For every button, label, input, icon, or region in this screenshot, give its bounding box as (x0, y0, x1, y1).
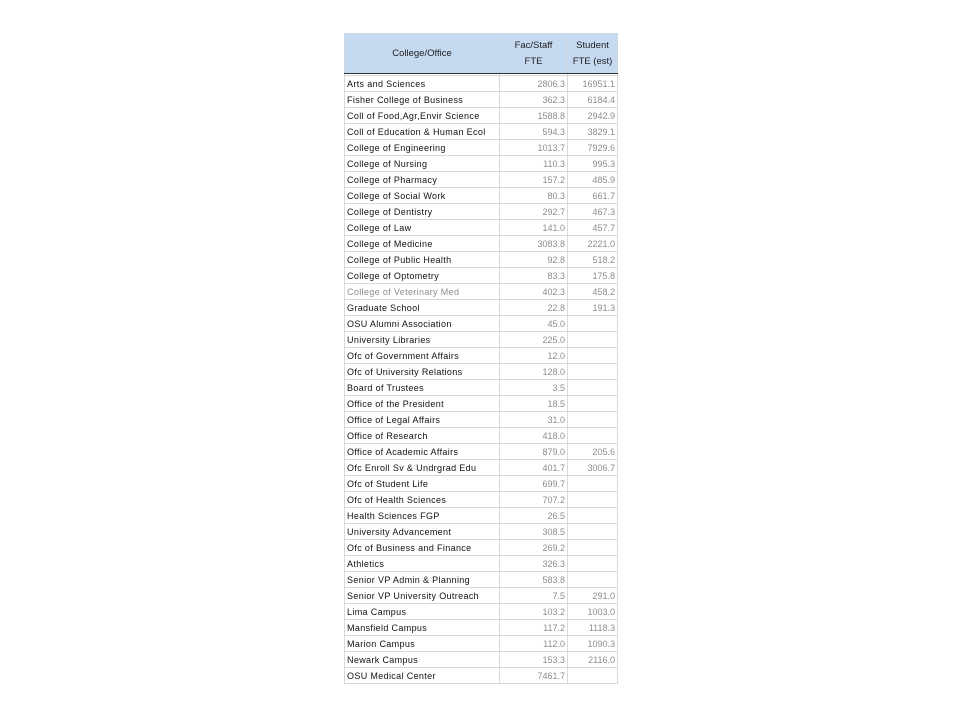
student-fte-cell (568, 348, 618, 364)
fac-staff-fte-cell: 269.2 (500, 540, 568, 556)
table-row (345, 604, 618, 620)
student-fte-cell: 2942.9 (568, 108, 618, 124)
student-fte-cell (568, 412, 618, 428)
fac-staff-fte-cell: 31.0 (500, 412, 568, 428)
fac-staff-fte-cell: 83.3 (500, 268, 568, 284)
college-office-cell: Office of Research (345, 428, 500, 444)
student-fte-cell: 467.3 (568, 204, 618, 220)
college-office-cell: Ofc of University Relations (345, 364, 500, 380)
table-row (345, 140, 618, 156)
student-fte-cell: 205.6 (568, 444, 618, 460)
table-row (345, 156, 618, 172)
college-office-cell: Senior VP University Outreach (345, 588, 500, 604)
college-office-cell: Arts and Sciences (345, 76, 500, 92)
table-row (345, 76, 618, 92)
college-office-cell: College of Veterinary Med (345, 284, 500, 300)
student-fte-cell (568, 524, 618, 540)
table-row (345, 364, 618, 380)
student-fte-cell: 1003.0 (568, 604, 618, 620)
student-fte-cell: 1090.3 (568, 636, 618, 652)
table-row (345, 252, 618, 268)
table-row (345, 268, 618, 284)
college-office-cell: Marion Campus (345, 636, 500, 652)
student-fte-cell: 485.9 (568, 172, 618, 188)
table-row (345, 444, 618, 460)
table-row (345, 412, 618, 428)
student-fte-cell (568, 668, 618, 684)
table-row (345, 476, 618, 492)
college-office-cell: Senior VP Admin & Planning (345, 572, 500, 588)
college-office-cell: Graduate School (345, 300, 500, 316)
student-fte-cell: 7929.6 (568, 140, 618, 156)
fac-staff-fte-cell: 18.5 (500, 396, 568, 412)
student-fte-cell (568, 476, 618, 492)
student-fte-cell: 457.7 (568, 220, 618, 236)
table-row (345, 588, 618, 604)
fac-staff-fte-cell: 7461.7 (500, 668, 568, 684)
table-row (345, 332, 618, 348)
college-office-cell: Ofc of Student Life (345, 476, 500, 492)
college-office-cell: College of Dentistry (345, 204, 500, 220)
college-office-cell: Lima Campus (345, 604, 500, 620)
fac-staff-fte-cell: 103.2 (500, 604, 568, 620)
fac-staff-fte-cell: 22.8 (500, 300, 568, 316)
fac-staff-fte-cell: 80.3 (500, 188, 568, 204)
table-row (345, 460, 618, 476)
table-row (345, 668, 618, 684)
fac-staff-fte-cell: 1013.7 (500, 140, 568, 156)
college-office-cell: College of Public Health (345, 252, 500, 268)
college-office-cell: College of Social Work (345, 188, 500, 204)
table-row (345, 172, 618, 188)
fac-staff-fte-cell: 153.3 (500, 652, 568, 668)
college-office-cell: Mansfield Campus (345, 620, 500, 636)
student-fte-cell: 518.2 (568, 252, 618, 268)
table-row (345, 348, 618, 364)
fac-staff-fte-cell: 308.5 (500, 524, 568, 540)
student-fte-cell (568, 508, 618, 524)
student-fte-cell (568, 572, 618, 588)
college-office-cell: OSU Alumni Association (345, 316, 500, 332)
student-fte-cell (568, 540, 618, 556)
table-row (345, 92, 618, 108)
fac-staff-fte-cell: 117.2 (500, 620, 568, 636)
college-office-cell: Health Sciences FGP (345, 508, 500, 524)
college-office-header: College/Office (345, 34, 500, 74)
student-fte-cell: 458.2 (568, 284, 618, 300)
fac-staff-fte-cell: 594.3 (500, 124, 568, 140)
college-office-cell: Ofc of Health Sciences (345, 492, 500, 508)
student-fte-cell: 1118.3 (568, 620, 618, 636)
college-office-cell: College of Medicine (345, 236, 500, 252)
fac-staff-fte-cell: 418.0 (500, 428, 568, 444)
student-fte-cell (568, 332, 618, 348)
student-header-line2: FTE (est) (572, 55, 613, 67)
college-office-cell: College of Nursing (345, 156, 500, 172)
fac-staff-fte-cell: 2806.3 (500, 76, 568, 92)
college-office-cell: Coll of Food,Agr,Envir Science (345, 108, 500, 124)
student-fte-cell: 291.0 (568, 588, 618, 604)
student-fte-cell (568, 380, 618, 396)
student-fte-cell: 175.8 (568, 268, 618, 284)
fac-staff-header-line1: Fac/Staff (514, 39, 553, 51)
table-row (345, 556, 618, 572)
student-fte-cell: 2221.0 (568, 236, 618, 252)
table-row (345, 236, 618, 252)
table-header-row (345, 34, 618, 74)
college-office-cell: OSU Medical Center (345, 668, 500, 684)
table-row (345, 396, 618, 412)
fac-staff-fte-cell: 3083.8 (500, 236, 568, 252)
table-row (345, 636, 618, 652)
fac-staff-fte-header (500, 34, 568, 74)
college-office-cell: College of Engineering (345, 140, 500, 156)
student-fte-cell (568, 396, 618, 412)
student-header-line1: Student (576, 39, 609, 51)
fac-staff-fte-cell: 879.0 (500, 444, 568, 460)
table-row (345, 508, 618, 524)
table-row (345, 124, 618, 140)
fac-staff-fte-cell: 362.3 (500, 92, 568, 108)
table-row (345, 316, 618, 332)
student-fte-cell: 2116.0 (568, 652, 618, 668)
table-row (345, 428, 618, 444)
student-fte-cell: 6184.4 (568, 92, 618, 108)
student-fte-cell: 191.3 (568, 300, 618, 316)
fac-staff-fte-cell: 92.8 (500, 252, 568, 268)
table-row (345, 204, 618, 220)
student-fte-cell (568, 556, 618, 572)
fte-table (344, 33, 618, 684)
table-row (345, 572, 618, 588)
student-fte-cell (568, 428, 618, 444)
table-row (345, 108, 618, 124)
fac-staff-fte-cell: 583.8 (500, 572, 568, 588)
fac-staff-fte-cell: 292.7 (500, 204, 568, 220)
fac-staff-fte-cell: 112.0 (500, 636, 568, 652)
fac-staff-fte-cell: 225.0 (500, 332, 568, 348)
fac-staff-fte-cell: 128.0 (500, 364, 568, 380)
college-office-cell: Ofc of Government Affairs (345, 348, 500, 364)
fac-staff-fte-cell: 699.7 (500, 476, 568, 492)
student-fte-cell: 995.3 (568, 156, 618, 172)
fac-staff-header-line2: FTE (524, 55, 543, 67)
college-office-cell: Newark Campus (345, 652, 500, 668)
fac-staff-fte-cell: 1588.8 (500, 108, 568, 124)
student-fte-cell: 3829.1 (568, 124, 618, 140)
student-fte-header (568, 34, 618, 74)
college-office-cell: University Advancement (345, 524, 500, 540)
fac-staff-fte-cell: 401.7 (500, 460, 568, 476)
fac-staff-fte-cell: 110.3 (500, 156, 568, 172)
college-office-cell: Fisher College of Business (345, 92, 500, 108)
college-office-cell: College of Law (345, 220, 500, 236)
fac-staff-fte-cell: 7.5 (500, 588, 568, 604)
college-office-cell: Office of Academic Affairs (345, 444, 500, 460)
table-row (345, 284, 618, 300)
student-fte-cell: 3006.7 (568, 460, 618, 476)
student-fte-cell: 16951.1 (568, 76, 618, 92)
table-row (345, 524, 618, 540)
college-office-cell: Ofc of Business and Finance (345, 540, 500, 556)
college-office-cell: Athletics (345, 556, 500, 572)
fac-staff-fte-cell: 3.5 (500, 380, 568, 396)
college-office-cell: Ofc Enroll Sv & Undrgrad Edu (345, 460, 500, 476)
college-office-cell: Board of Trustees (345, 380, 500, 396)
table-row (345, 188, 618, 204)
student-fte-cell (568, 316, 618, 332)
fac-staff-fte-cell: 26.5 (500, 508, 568, 524)
fac-staff-fte-cell: 326.3 (500, 556, 568, 572)
table-row (345, 652, 618, 668)
college-office-cell: Office of the President (345, 396, 500, 412)
college-office-cell: College of Pharmacy (345, 172, 500, 188)
table-row (345, 220, 618, 236)
student-fte-cell (568, 492, 618, 508)
college-office-cell: Coll of Education & Human Ecol (345, 124, 500, 140)
fac-staff-fte-cell: 707.2 (500, 492, 568, 508)
student-fte-cell (568, 364, 618, 380)
college-office-cell: University Libraries (345, 332, 500, 348)
college-office-cell: Office of Legal Affairs (345, 412, 500, 428)
college-office-cell: College of Optometry (345, 268, 500, 284)
table-row (345, 300, 618, 316)
table-row (345, 492, 618, 508)
fac-staff-fte-cell: 141.0 (500, 220, 568, 236)
table-row (345, 380, 618, 396)
fac-staff-fte-cell: 45.0 (500, 316, 568, 332)
fac-staff-fte-cell: 402.3 (500, 284, 568, 300)
fac-staff-fte-cell: 157.2 (500, 172, 568, 188)
table-body (345, 74, 618, 684)
table-row (345, 620, 618, 636)
student-fte-cell: 661.7 (568, 188, 618, 204)
table-row (345, 540, 618, 556)
fac-staff-fte-cell: 12.0 (500, 348, 568, 364)
